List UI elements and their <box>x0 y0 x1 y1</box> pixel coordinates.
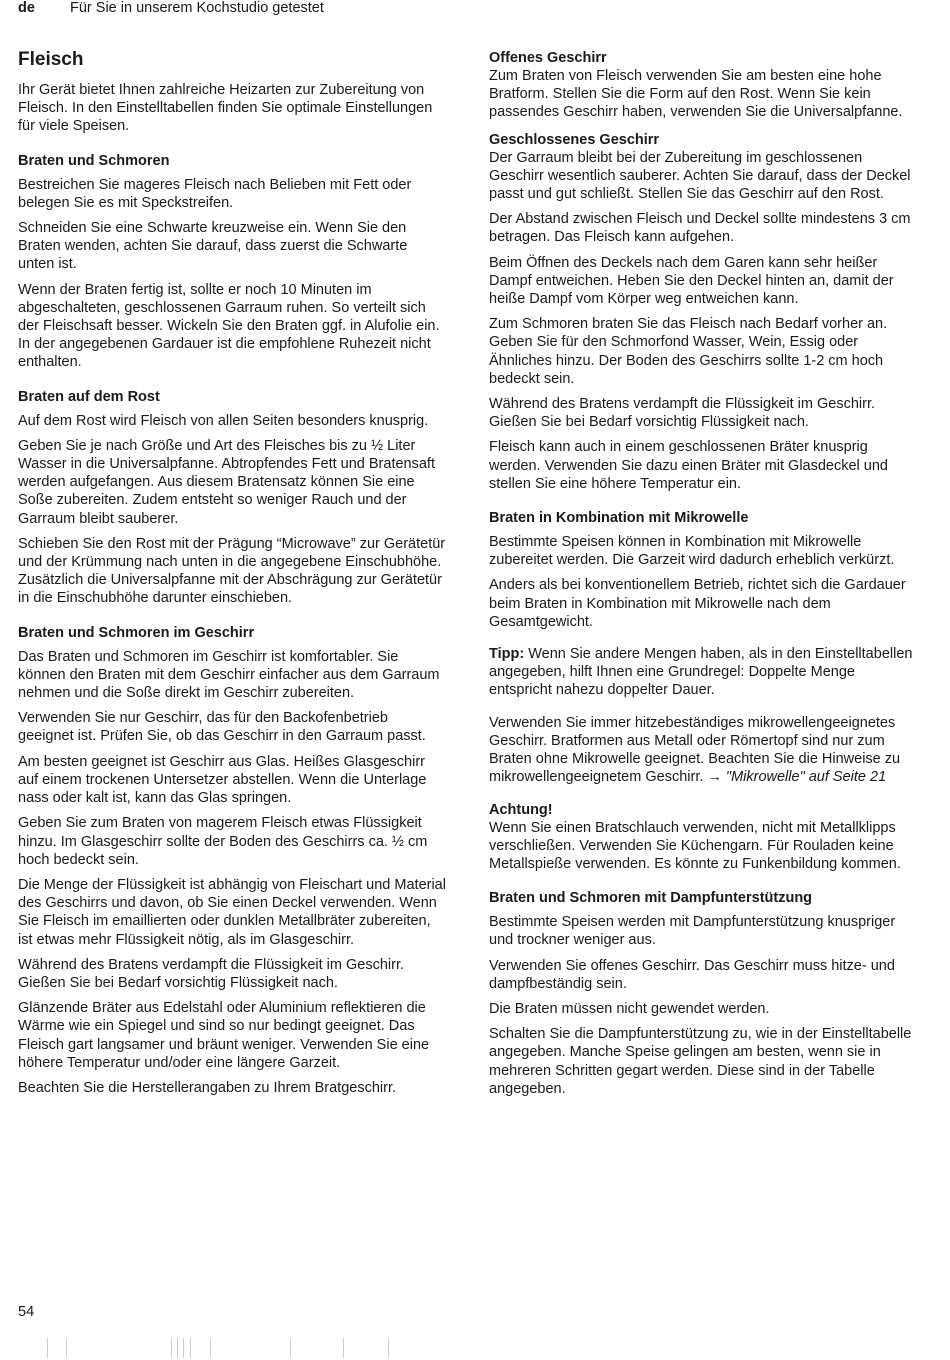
tip-text: Wenn Sie andere Mengen haben, als in den Einstelltabellen angegeben, hilft Ihnen eine Grundregel: Doppelte Menge entspricht nahezu doppelter Dauer. <box>489 646 913 699</box>
subheading-braten-rost: Braten auf dem Rost <box>18 388 160 405</box>
paragraph: Fleisch kann auch in einem geschlossenen Bräter knusprig werden. Verwenden Sie dazu einen Bräter mit Glasdeckel und stellen Sie eine höhere Temperatur ein. <box>489 439 888 492</box>
subheading-geschlossenes-geschirr: Geschlossenes Geschirr <box>489 131 660 148</box>
subheading-dampf: Braten und Schmoren mit Dampfunterstützung <box>489 890 813 907</box>
paragraph: Am besten geeignet ist Geschirr aus Glas. Heißes Glasgeschirr auf einem trockenen Untersetzer abstellen. Wenn die Unterlage nass oder kalt ist, kann das Glas springen. <box>18 753 427 807</box>
intro-paragraph: Ihr Gerät bietet Ihnen zahlreiche Heizarten zur Zubereitung von Fleisch. In den Einstelltabellen finden Sie optimale Einstellungen für viele Speisen. <box>18 82 433 135</box>
running-header <box>18 0 324 18</box>
dish-text: Verwenden Sie immer hitzebeständiges mikrowellengeeignetes Geschirr. Bratformen aus Metall oder Römertopf sind nur zum Braten ohne Mikrowelle geeignet. Beachten Sie die Hinweise zu mikrowellengeeignetem Geschirr. <box>489 714 901 786</box>
paragraph: Schieben Sie den Rost mit der Prägung “Microwave” zur Gerätetür und der Krümmung nach unten in die angegebene Einschubhöhe. Zusätzlich die Universalpfanne mit der Abschrägung zur Gerätetür in die Einschubhöhe darunter einschieben. <box>18 535 446 607</box>
paragraph: Bestimmte Speisen können in Kombination mit Mikrowelle zubereitet werden. Die Garzeit wird dadurch erheblich verkürzt. <box>489 534 895 569</box>
language-code: de <box>18 0 35 16</box>
chapter-title: Für Sie in unserem Kochstudio getestet <box>70 0 324 16</box>
right-column <box>489 49 917 1105</box>
paragraph: Verwenden Sie nur Geschirr, das für den Backofenbetrieb geeignet ist. Prüfen Sie, ob das Geschirr in den Garraum passt. <box>18 710 426 745</box>
arrow-right-icon: → <box>707 769 722 786</box>
subheading-mikrowelle: Braten in Kombination mit Mikrowelle <box>489 510 749 527</box>
subheading-braten-schmoren: Braten und Schmoren <box>18 152 170 169</box>
dish-paragraph <box>489 714 917 787</box>
page-number: 54 <box>18 1304 35 1320</box>
paragraph: Wenn der Braten fertig ist, sollte er noch 10 Minuten im abgeschalteten, geschlossenen Garraum ruhen. So verteilt sich der Fleischsaft besser. Wickeln Sie den Braten ggf. in Alufolie ein. In der angegebenen Gardauer ist die empfohlene Ruhezeit nicht enthalten. <box>18 281 440 371</box>
tip-label: Tipp: <box>489 646 525 663</box>
warning-text: Wenn Sie einen Bratschlauch verwenden, nicht mit Metallklipps verschließen. Verwenden Sie Küchengarn. Für Rouladen keine Metallspieße verwenden. Es könnte zu Funkenbildung kommen. <box>489 819 901 872</box>
paragraph: Zum Schmoren braten Sie das Fleisch nach Bedarf vorher an. Geben Sie für den Schmorfond Wasser, Wein, Essig oder Ähnliches hinzu. Der Boden des Geschirrs sollte 1-2 cm hoch bedeckt sein. <box>489 316 888 387</box>
paragraph: Das Braten und Schmoren im Geschirr ist komfortabler. Sie können den Braten mit dem Geschirr einfacher aus dem Garraum nehmen und die Soße direkt im Geschirr zubereiten. <box>18 648 440 702</box>
paragraph: Anders als bei konventionellem Betrieb, richtet sich die Gardauer beim Braten in Kombination mit Mikrowelle nach dem Gesamtgewicht. <box>489 577 906 630</box>
paragraph: Zum Braten von Fleisch verwenden Sie am besten eine hohe Bratform. Stellen Sie die Form auf den Rost. Wenn Sie kein passendes Geschirr haben, verwenden Sie die Universalpfanne. <box>489 68 903 121</box>
paragraph: Auf dem Rost wird Fleisch von allen Seiten besonders knusprig. <box>18 412 429 429</box>
warning-heading: Achtung! <box>489 801 553 818</box>
paragraph: Beachten Sie die Herstellerangaben zu Ihrem Bratgeschirr. <box>18 1079 397 1096</box>
paragraph: Der Abstand zwischen Fleisch und Deckel sollte mindestens 3 cm betragen. Das Fleisch kann aufgehen. <box>489 211 911 246</box>
paragraph: Die Menge der Flüssigkeit ist abhängig von Fleischart und Material des Geschirrs und davon, ob Sie einen Deckel verwenden. Wenn Sie Fleisch im emaillierten oder dunklen Metallbräter zubereiten, ist etwas mehr Flüssigkeit nötig, als im Glasgeschirr. <box>18 876 446 948</box>
paragraph: Geben Sie zum Braten von magerem Fleisch etwas Flüssigkeit hinzu. Im Glasgeschirr sollte der Boden des Geschirrs ca. ½ cm hoch bedeckt sein. <box>18 815 428 868</box>
print-registration-marks <box>0 1338 950 1360</box>
page-reference-link[interactable]: "Mikrowelle" auf Seite 21 <box>721 769 887 786</box>
paragraph: Geben Sie je nach Größe und Art des Fleisches bis zu ½ Liter Wasser in die Universalpfanne. Abtropfendes Fett und Bratensaft werden aufgefangen. Aus diesem Bratensatz können Sie eine Soße zubereiten. Zudem entsteht so weniger Rauch und der Garraum bleibt sauberer. <box>18 437 435 527</box>
paragraph: Während des Bratens verdampft die Flüssigkeit im Geschirr. Gießen Sie bei Bedarf vorsichtig Flüssigkeit nach. <box>489 396 876 431</box>
paragraph: Der Garraum bleibt bei der Zubereitung im geschlossenen Geschirr wesentlich sauberer. Achten Sie darauf, dass der Deckel passt und gut schließt. Stellen Sie das Geschirr auf den Rost. <box>489 149 911 203</box>
paragraph: Schalten Sie die Dampfunterstützung zu, wie in der Einstelltabelle angegeben. Manche Speise gelingen am besten, wenn sie in mehreren Schritten gegart werden. Diese sind in der Tabelle angegeben. <box>489 1026 912 1097</box>
subheading-geschirr: Braten und Schmoren im Geschirr <box>18 624 255 641</box>
left-column <box>18 48 446 1104</box>
tip-paragraph <box>489 645 917 700</box>
paragraph: Glänzende Bräter aus Edelstahl oder Aluminium reflektieren die Wärme wie ein Spiegel und sind so nur bedingt geeignet. Das Fleisch gart langsamer und bräunt weniger. Verwenden Sie eine höhere Temperatur und/oder eine längere Garzeit. <box>18 1000 430 1071</box>
paragraph: Verwenden Sie offenes Geschirr. Das Geschirr muss hitze- und dampfbeständig sein. <box>489 957 895 992</box>
subheading-offenes-geschirr: Offenes Geschirr <box>489 50 607 66</box>
paragraph: Während des Bratens verdampft die Flüssigkeit im Geschirr. Gießen Sie bei Bedarf vorsichtig Flüssigkeit nach. <box>18 956 405 991</box>
paragraph: Bestreichen Sie mageres Fleisch nach Belieben mit Fett oder belegen Sie es mit Speckstreifen. <box>18 176 412 211</box>
paragraph: Bestimmte Speisen werden mit Dampfunterstützung knuspriger und trockner weniger aus. <box>489 914 896 949</box>
paragraph: Beim Öffnen des Deckels nach dem Garen kann sehr heißer Dampf entweichen. Heben Sie den Deckel hinten an, damit der heiße Dampf vom Körper weg entweichen kann. <box>489 254 894 308</box>
paragraph: Die Braten müssen nicht gewendet werden. <box>489 1000 770 1017</box>
paragraph: Schneiden Sie eine Schwarte kreuzweise ein. Wenn Sie den Braten wenden, achten Sie darauf, dass zuerst die Schwarte unten ist. <box>18 220 408 273</box>
section-title: Fleisch <box>18 49 84 70</box>
